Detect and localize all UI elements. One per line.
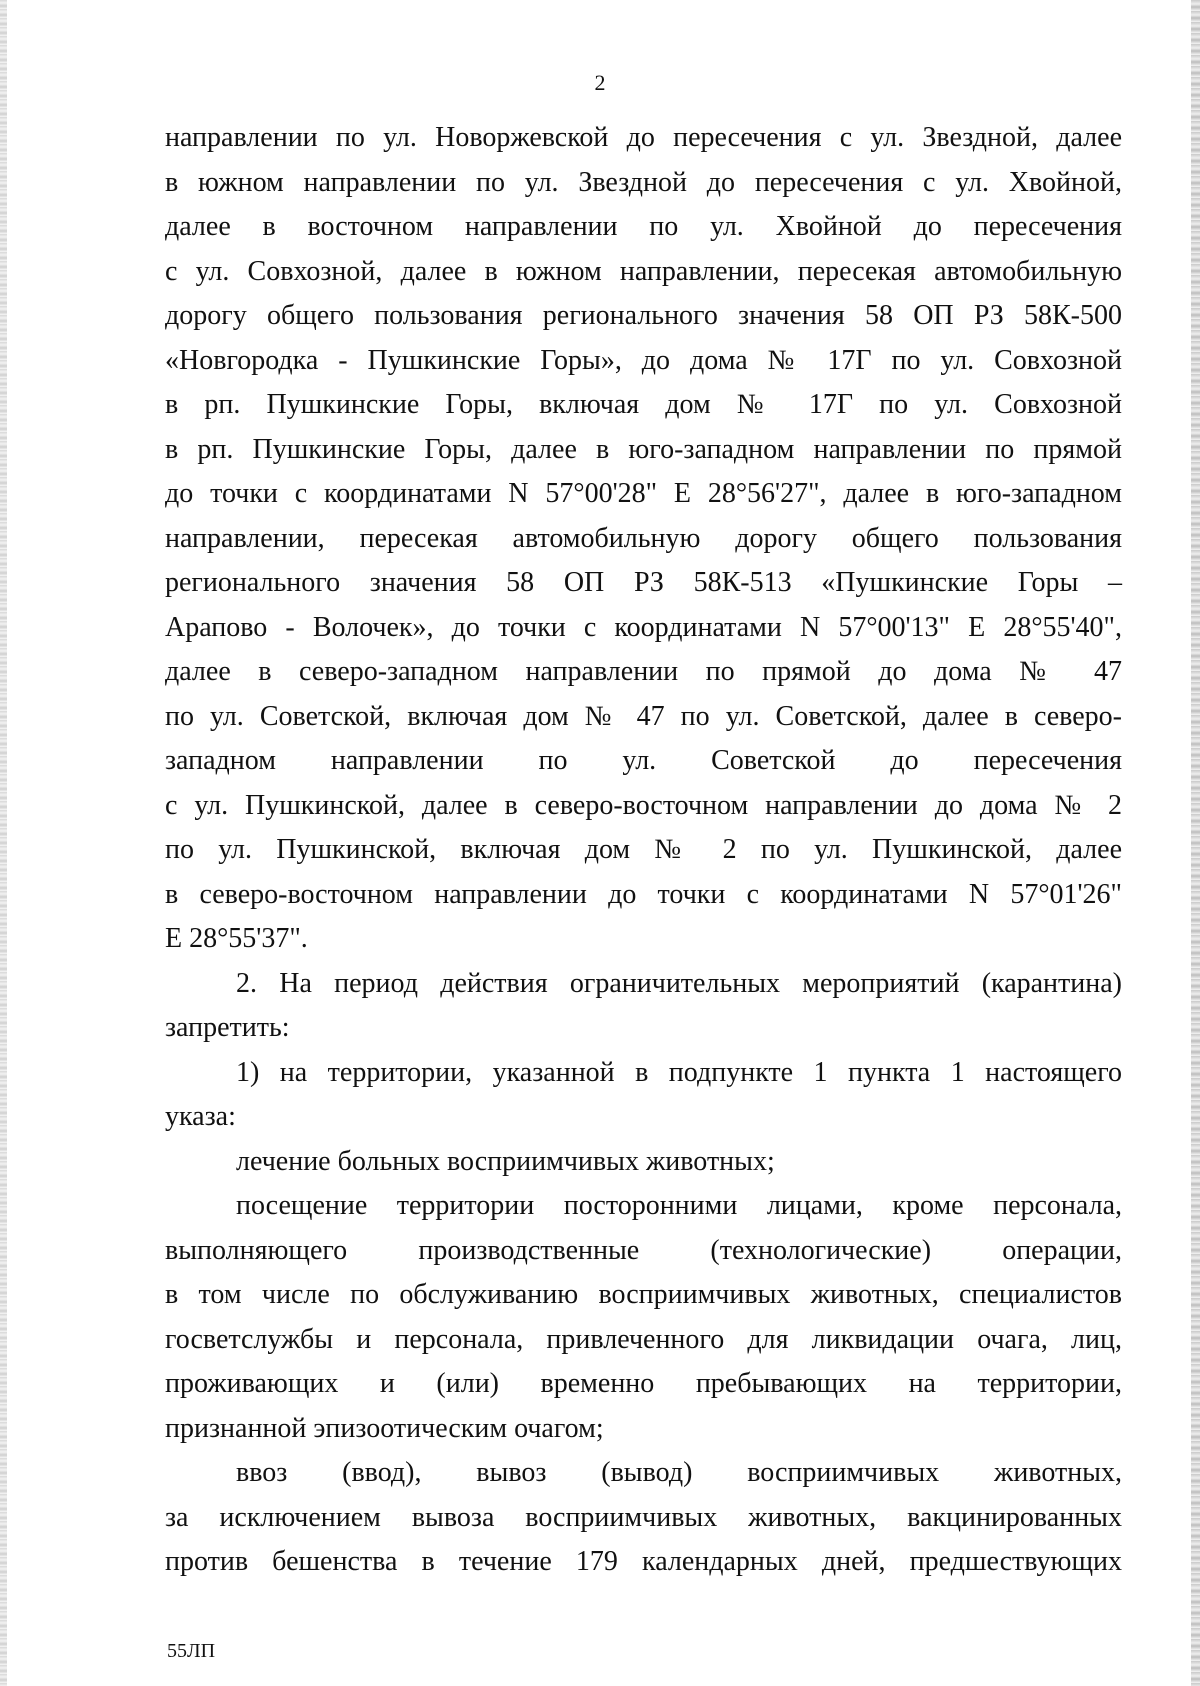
document-body <box>165 116 1122 1585</box>
text-line: в южном направлении по ул. Звездной до пересечения с ул. Хвойной, <box>165 166 1122 198</box>
scan-edge-right <box>1191 0 1200 1686</box>
text-line: дорогу общего пользования регионального значения 58 ОП РЗ 58К-500 <box>165 300 1122 331</box>
text-line: «Новгородка - Пушкинские Горы», до дома № 17Г по ул. Совхозной <box>165 344 1122 376</box>
text-line: против бешенства в течение 179 календарных дней, предшествующих <box>165 1546 1122 1577</box>
text-line: западном направлении по ул. Советской до пересечения <box>165 745 1122 776</box>
text-line: за исключением вывоза восприимчивых животных, вакцинированных <box>165 1501 1122 1533</box>
text-line: в рп. Пушкинские Горы, далее в юго-западном направлении по прямой <box>165 433 1122 465</box>
list-item: посещение территории посторонними лицами, кроме персонала, <box>236 1190 1122 1221</box>
subparagraph-1-start: 1) на территории, указанной в подпункте 1 пункта 1 настоящего <box>236 1056 1122 1088</box>
text-line: E 28°55'37". <box>165 923 308 954</box>
text-line: выполняющего производственные (технологические) операции, <box>165 1234 1122 1266</box>
text-line: далее в восточном направлении по ул. Хвойной до пересечения <box>165 211 1122 242</box>
text-line: указа: <box>165 1101 236 1132</box>
text-line: с ул. Совхозной, далее в южном направлении, пересекая автомобильную <box>165 255 1122 287</box>
text-line: по ул. Советской, включая дом № 47 по ул. Советской, далее в северо- <box>165 700 1122 732</box>
list-item: ввоз (ввод), вывоз (вывод) восприимчивых животных, <box>236 1457 1122 1488</box>
text-line: направлении, пересекая автомобильную дорогу общего пользования <box>165 522 1122 554</box>
text-line: с ул. Пушкинской, далее в северо-восточном направлении до дома № 2 <box>165 789 1122 821</box>
text-line: Арапово - Волочек», до точки с координатами N 57°00'13" E 28°55'40", <box>165 611 1122 643</box>
scan-edge-left <box>0 0 7 1686</box>
document-code: 55ЛП <box>167 1640 216 1662</box>
text-line: в том числе по обслуживанию восприимчивых животных, специалистов <box>165 1279 1122 1310</box>
paragraph-2-start: 2. На период действия ограничительных мероприятий (карантина) <box>236 967 1122 999</box>
text-line: далее в северо-западном направлении по прямой до дома № 47 <box>165 656 1122 687</box>
text-line: направлении по ул. Новоржевской до пересечения с ул. Звездной, далее <box>165 122 1122 153</box>
text-line: в рп. Пушкинские Горы, включая дом № 17Г по ул. Совхозной <box>165 389 1122 420</box>
text-line: признанной эпизоотическим очагом; <box>165 1412 604 1444</box>
page-number: 2 <box>594 70 606 95</box>
text-line: запретить: <box>165 1012 290 1043</box>
text-line: регионального значения 58 ОП РЗ 58К-513 «Пушкинские Горы – <box>165 567 1122 598</box>
text-line: до точки с координатами N 57°00'28" E 28°56'27", далее в юго-западном <box>165 478 1122 509</box>
text-line: проживающих и (или) временно пребывающих на территории, <box>165 1368 1122 1399</box>
text-line: по ул. Пушкинской, включая дом № 2 по ул. Пушкинской, далее <box>165 834 1122 865</box>
text-line: госветслужбы и персонала, привлеченного для ликвидации очага, лиц, <box>165 1323 1122 1355</box>
list-item: лечение больных восприимчивых животных; <box>236 1145 775 1177</box>
text-line: в северо-восточном направлении до точки с координатами N 57°01'26" <box>165 878 1122 910</box>
